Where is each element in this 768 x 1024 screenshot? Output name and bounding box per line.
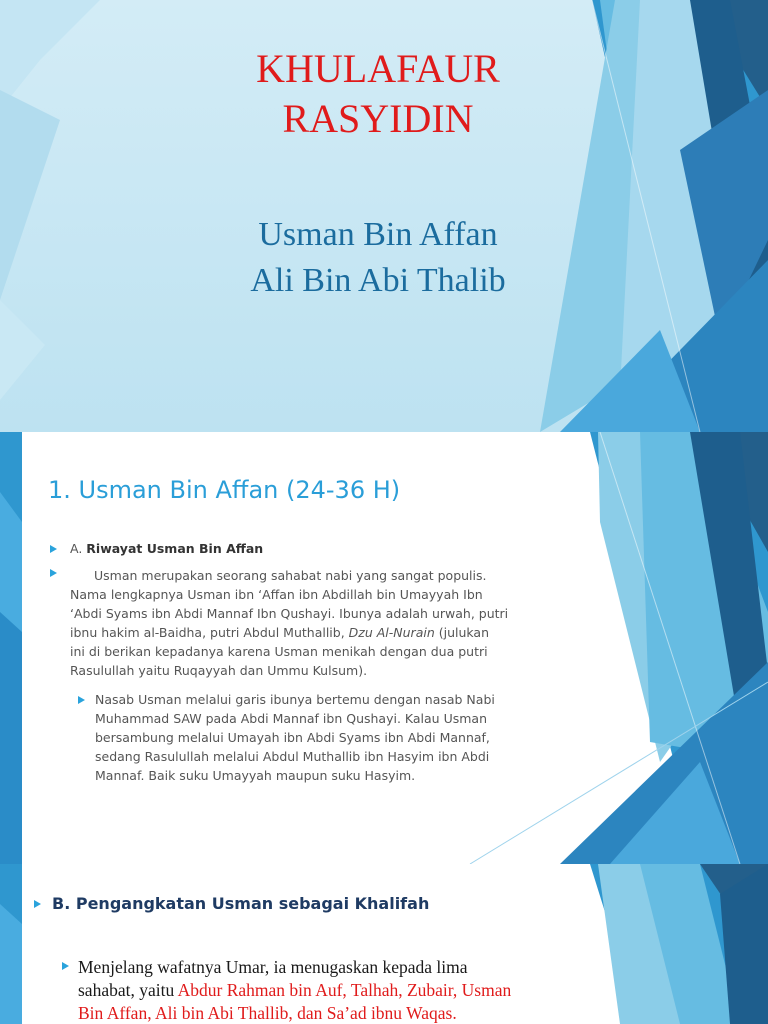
- slide-usman: [0, 432, 768, 864]
- slide-pengangkatan: [0, 864, 768, 1024]
- para1-italic: Dzu Al-Nurain: [348, 625, 435, 640]
- para1-line: Usman merupakan seorang sahabat nabi yang sangat populis.: [94, 568, 487, 583]
- section-heading: B. Pengangkatan Usman sebagai Khalifah: [52, 894, 430, 913]
- para1-line: Nama lengkapnya Usman ibn ‘Affan ibn Abdillah bin Umayyah Ibn: [70, 587, 483, 602]
- subtitle-line-2: Ali Bin Abi Thalib: [250, 262, 506, 299]
- title-line-1: KHULAFAUR: [256, 46, 500, 91]
- para1-after-italic: (julukan: [434, 625, 490, 640]
- bullet-a: [70, 539, 263, 558]
- paragraph-2: [95, 690, 595, 785]
- para2-line: bersambung melalui Umayah ibn Abdi Syams ibn Abdi Mannaf,: [95, 730, 490, 745]
- body-plain: sahabat, yaitu: [78, 980, 178, 1000]
- para2-line: sedang Rasulullah melalui Abdul Muthallib ibn Hasyim ibn Abdi: [95, 749, 490, 764]
- body-line: Menjelang wafatnya Umar, ia menugaskan kepada lima: [78, 957, 468, 977]
- bullet-a-heading: Riwayat Usman Bin Affan: [86, 541, 264, 556]
- paragraph-1: [70, 566, 590, 680]
- title-line-2: RASYIDIN: [282, 96, 474, 141]
- bullet-arrow-icon: [78, 696, 85, 704]
- body-highlight: Bin Affan, Ali bin Abi Thallib, dan Sa’ad ibnu Waqas.: [78, 1003, 457, 1023]
- bullet-arrow-icon: [50, 569, 57, 577]
- para1-line: ‘Abdi Syams ibn Abdi Mannaf Ibn Qushayi. Ibunya adalah urwah, putri: [70, 606, 509, 621]
- body-paragraph: [78, 956, 548, 1024]
- para2-line: Nasab Usman melalui garis ibunya bertemu dengan nasab Nabi: [95, 692, 495, 707]
- para2-line: Mannaf. Baik suku Umayyah maupun suku Hasyim.: [95, 768, 416, 783]
- presentation-title: [148, 44, 608, 144]
- body-highlight: Abdur Rahman bin Auf, Talhah, Zubair, Usman: [177, 980, 512, 1000]
- para1-line: [70, 623, 590, 642]
- presentation-subtitle: [148, 212, 608, 304]
- body-line: [78, 979, 548, 1002]
- para1-line-start: ibnu hakim al-Baidha, putri Abdul Muthallib,: [70, 625, 349, 640]
- para1-line: ini di berikan kepadanya karena Usman menikah dengan dua putri: [70, 644, 488, 659]
- subtitle-line-1: Usman Bin Affan: [258, 216, 498, 253]
- bullet-a-prefix: A.: [70, 541, 87, 556]
- bullet-arrow-icon: [34, 900, 41, 908]
- section-title: 1. Usman Bin Affan (24-36 H): [48, 476, 401, 504]
- slide-title: [0, 0, 768, 432]
- para1-line: Rasulullah yaitu Ruqayyah dan Ummu Kulsum).: [70, 663, 368, 678]
- bullet-arrow-icon: [62, 962, 69, 970]
- bullet-arrow-icon: [50, 545, 57, 553]
- para2-line: Muhammad SAW pada Abdi Mannaf ibn Qushayi. Kalau Usman: [95, 711, 487, 726]
